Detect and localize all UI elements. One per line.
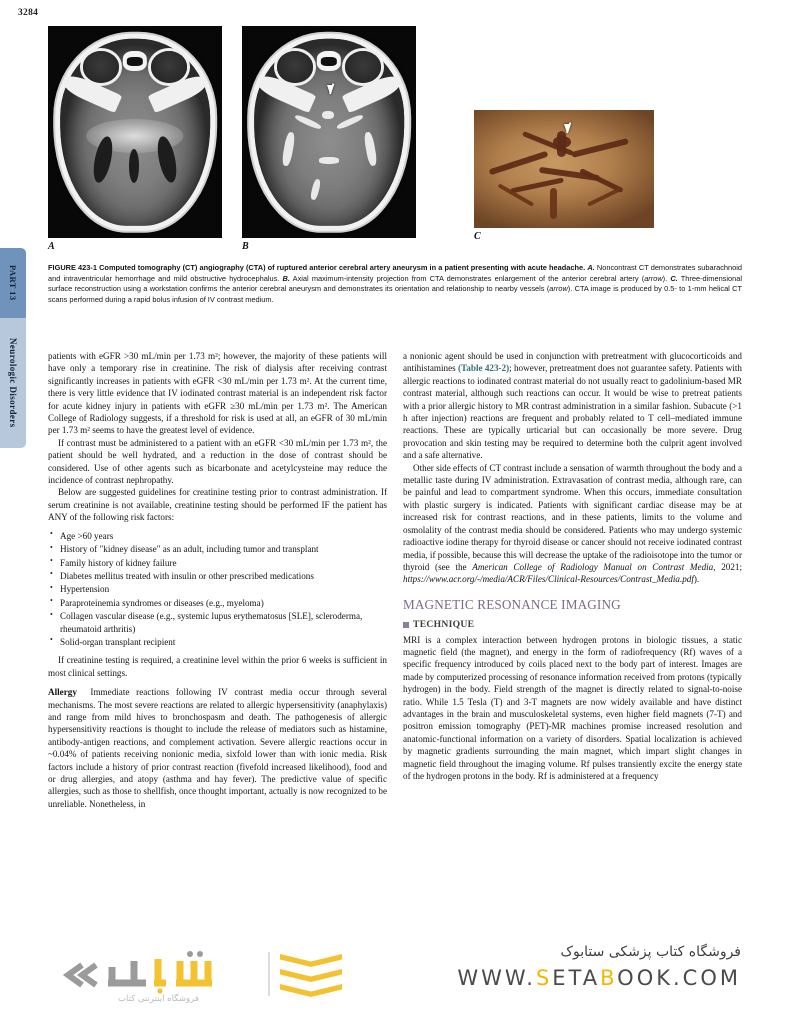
list-item: • History of "kidney disease" as an adult, including tumor and transplant <box>48 543 387 555</box>
figure-panel-b-label: B <box>242 241 249 252</box>
part-side-tab <box>0 248 26 448</box>
paragraph-creatinine-guidelines: Below are suggested guidelines for creatinine testing prior to contrast administration. If serum creatinine is not available, creatinine testing should be performed IF the patient has ANY of the following risk factors: <box>48 487 387 523</box>
setabook-logo-wordmark <box>62 949 262 1005</box>
figure-caption-a-text: Noncontrast CT demonstrates subarachnoid and intraventricular hemorrhage and mild obstructive hydrocephalus. <box>48 263 742 283</box>
allergy-body-text: Immediate reactions following IV contrast media occur through several mechanisms. The most severe reactions are related to allergic hypersensitivity (anaphylaxis) and range from mild hives to bronchospasm and death. The pathogenesis of allergic hypersensitivity reactions is thought to include the release of mediators such as histamine, antibody-antigen reactions, and complement activation. Severe allergic reactions occur in ~0.04% of patients receiving nonionic media, sixfold lower than with ionic media. Risk factors include a history of prior contrast reaction (fivefold increased likelihood), food and or drug allergies, and atopy (asthma and hay fever). The predictive value of specific allergies, such as those to shellfish, once thought important, actually is now recognized to be unreliable. Nonetheless, in <box>48 687 388 809</box>
setabook-logo[interactable] <box>62 946 327 1008</box>
brand-website-url[interactable] <box>321 966 741 990</box>
paragraph-mri-technique: MRI is a complex interaction between hydrogen protons in biologic tissues, a static magnetic field (the magnet), and energy in the form of radiofrequency (Rf) waves of a specific frequency introduced by coils placed next to the body part of interest. Images are made by computerized processing of resonance information received from protons (typically hydrogen) in the body. Field strength of the magnet is directly related to signal-to-noise ratio. While 1.5 Tesla (T) and 3-T magnets are now widely available and have distinct advantages in the brain and musculoskeletal systems, even higher field magnets (7-T) and positron emission tomography (PET)-MR machines promise increased resolution and anatomic-functional information on a variety of disorders. Spatial localization is achieved by magnetic gradients surrounding the main magnet, which impart slight changes in magnetic field throughout the imaging volume. Rf pulses transiently excite the energy state of the hydrogen protons in the body. Rf is administered at a frequency <box>403 634 742 782</box>
figure-panel-c-label: C <box>474 231 481 242</box>
figure-caption-c-label: C. <box>670 273 678 283</box>
section-heading-mri: MAGNETIC RESONANCE IMAGING <box>403 596 621 612</box>
figure-caption-number: FIGURE 423-1 <box>48 263 97 272</box>
part-title: Neurologic Disorders <box>8 338 18 428</box>
brand-tagline-fa: فروشگاه کتاب پزشکی ستابوک <box>560 944 741 960</box>
list-item: • Solid-organ transplant recipient <box>48 636 387 648</box>
left-column <box>48 350 387 930</box>
square-bullet-icon <box>403 622 409 628</box>
subsection-heading-technique <box>403 619 742 632</box>
paragraph-other-side-effects <box>403 462 742 586</box>
figure-panel-a <box>48 26 222 252</box>
figure-caption-c-arrow-word: arrow <box>549 284 568 294</box>
part-title-band <box>0 318 26 448</box>
list-item: • Paraproteinemia syndromes or diseases (e.g., myeloma) <box>48 597 387 609</box>
figure-caption-b-text-2: ). <box>662 273 668 283</box>
setabook-brand-text <box>321 944 741 990</box>
acr-manual-url[interactable]: https://www.acr.org/-/media/ACR/Files/Clinical-Resources/Contrast_Media.pdf <box>403 574 694 585</box>
subsection-heading-label: TECHNIQUE <box>413 618 475 630</box>
figure-caption-b-arrow-word: arrow <box>644 273 663 283</box>
three-d-surface-reconstruction-image <box>474 110 654 228</box>
setabook-logo-subtitle: فروشگاه اینترنتی کتاب <box>118 994 199 1004</box>
ct-noncontrast-image <box>48 26 222 238</box>
cta-mip-image <box>242 26 416 238</box>
aneurysm-arrow-b <box>327 85 333 94</box>
list-item: • Hypertension <box>48 583 387 595</box>
figure-panel-a-label: A <box>48 241 55 252</box>
paragraph-allergy <box>48 686 387 810</box>
url-letter-b: B <box>600 966 618 990</box>
page-number: 3284 <box>18 8 39 18</box>
paragraph-nonionic-pretreatment <box>403 350 742 462</box>
side-effects-text-part-2: 2021; <box>715 561 742 572</box>
aneurysm-arrow-c <box>564 124 570 133</box>
paragraph-creatinine-level: If creatinine testing is required, a creatinine level within the prior 6 weeks is sufficient in most clinical settings. <box>48 655 387 678</box>
figure-caption-a-label: A. <box>587 263 595 272</box>
side-effects-text-part-1: Other side effects of CT contrast include a sensation of warmth throughout the body and a metallic taste during IV administration. Extravasation of contrast media, although rare, can be painful and lead to compartment syndrome. When this occurs, immediate consultation with plastic surgery is indicated. Patients with significant cardiac disease may be at increased risk for contrast reactions, and in these patients, limits to the volume and osmolality of the contrast media should be considered. Patients who may undergo systemic radioactive iodine therapy for thyroid disease or cancer should not receive iodinated contrast media, if possible, because this will decrease the uptake of the radioisotope into the tumor or thyroid (see the <box>403 462 742 572</box>
list-item: • Age >60 years <box>48 530 387 542</box>
list-item: • Family history of kidney failure <box>48 557 387 569</box>
figure-caption-b-label: B. <box>282 273 290 283</box>
figure-caption <box>48 263 742 305</box>
paragraph-contrast-administration: If contrast must be administered to a patient with an eGFR <30 mL/min per 1.73 m², the patient should be well hydrated, and a reduction in the dose of contrast should be considered. Use of other agents such as bicarbonate and acetylcysteine may reduce the incidence of contrast nephropathy. <box>48 437 387 486</box>
list-item: • Collagen vascular disease (e.g., systemic lupus erythematosus [SLE], scleroderma, rheumatoid arthritis) <box>48 610 387 635</box>
url-prefix: WWW. <box>457 966 536 990</box>
figure-panel-c <box>474 110 654 242</box>
figure-panel-b <box>232 26 416 252</box>
side-effects-text-part-3: ). <box>693 574 700 585</box>
allergy-run-in-heading: Allergy <box>48 687 77 698</box>
figure-423-1 <box>48 26 741 252</box>
body-two-column-layout <box>48 350 742 930</box>
url-letters-ook-com: OOK.COM <box>617 966 741 990</box>
figure-panel-row <box>48 26 741 252</box>
url-letter-s: S <box>535 966 553 990</box>
right-column <box>403 350 742 930</box>
logo-divider <box>268 952 270 996</box>
nonionic-text-part-2: ; however, pretreatment does not guarantee safety. Patients with allergic reactions to iodinated contrast material do not usually react to gadolinium-based MR contrast material, although such reactions can occur. It would be wise to pretreat patients with a prior allergic history to MR contrast administration in a similar fashion. Subacute (>1 h after injection) reactions are frequent and probably related to T cell–mediated immune reactions. These are typically urticarial but can occasionally be more severe. Drug provocation and skin testing may be required to determine both the culprit agent involved and a safe alternative. <box>403 363 742 461</box>
risk-factors-list <box>48 530 387 649</box>
part-label-band <box>0 248 26 318</box>
part-label: PART 13 <box>8 265 18 301</box>
figure-caption-c-text-2: ). CTA image is produced by 0.5- to 1-mm helical CT scans performed during a rapid bolus infusion of IV contrast medium. <box>48 284 742 304</box>
paragraph-egfr-continued: patients with eGFR >30 mL/min per 1.73 m²; however, the majority of these patients will have only a temporary rise in creatinine. The risk of dialysis after receiving contrast significantly increases in patients with eGFR <30 mL/min per 1.73 m². At the current time, there is very little evidence that IV iodinated contrast material is an independent risk factor for acute kidney injury in patients with eGFR ≥30 mL/min per 1.73 m². The American College of Radiology suggests, if a threshold for risk is used at all, an eGFR of 30 mL/min per 1.73 m² seems to have the greatest level of evidence. <box>48 351 387 436</box>
acr-manual-title: American College of Radiology Manual on Contrast Media, <box>472 561 716 572</box>
cross-reference-table-423-2[interactable]: (Table 423-2) <box>458 363 510 374</box>
figure-caption-b-text-1: Axial maximum-intensity projection from CTA demonstrates enlargement of the anterior cerebral artery ( <box>292 273 645 283</box>
figure-caption-title: Computed tomography (CT) angiography (CTA) of ruptured anterior cerebral artery aneurysm in a patient presenting with acute headache. <box>99 263 586 272</box>
url-letters-eta: ETA <box>552 966 601 990</box>
nonionic-text-part-1: a nonionic agent should be used in conjunction with pretreatment with glucocorticoids and antihistamines <box>403 351 742 374</box>
figure-caption-c-text-1: Three-dimensional surface reconstruction using a workstation confirms the anterior cerebral aneurysm and demonstrates its orientation and relationship to nearby vessels ( <box>48 273 742 294</box>
list-item: • Diabetes mellitus treated with insulin or other prescribed medications <box>48 570 387 582</box>
